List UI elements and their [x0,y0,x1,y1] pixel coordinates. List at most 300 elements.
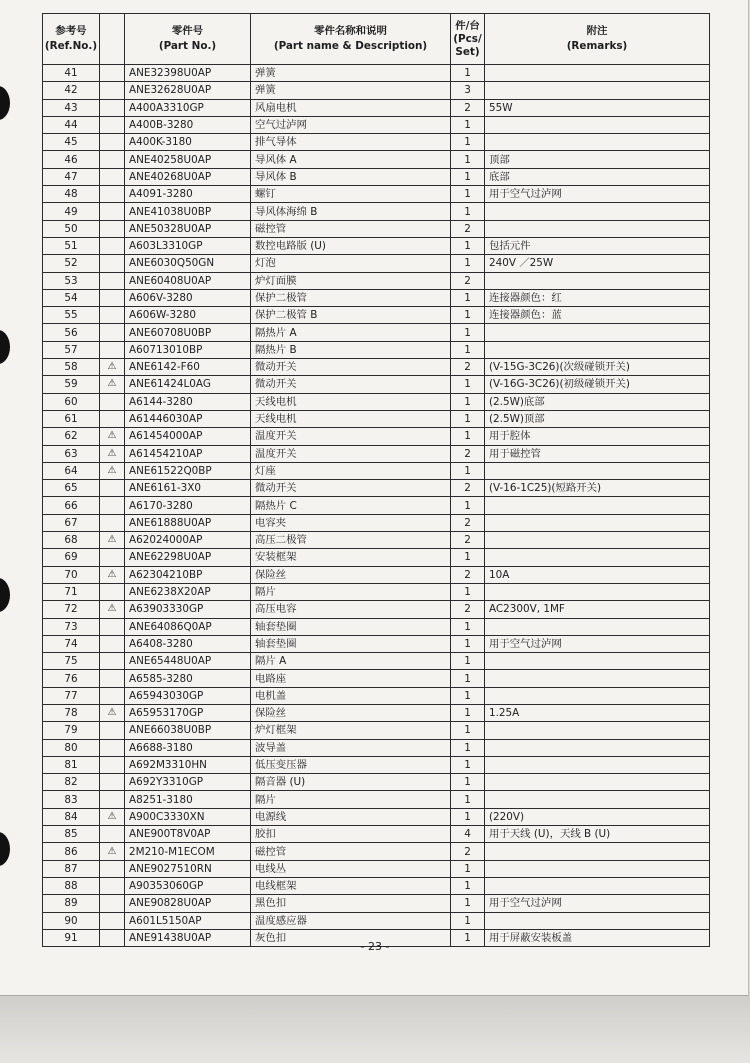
table-row [43,168,710,185]
part-number-cell: A6170-3280 [125,497,251,514]
quantity-cell: 1 [451,497,485,514]
remarks-cell [485,324,710,341]
remarks-cell: 用于空气过泸网 [485,635,710,652]
ref-cell: 88 [43,877,100,894]
header-part-cn: 零件号 [171,25,204,37]
remarks-cell: (V-16G-3C26)(初级碰锁开关) [485,376,710,393]
header-ref-en: (Ref.No.) [44,40,98,52]
warning-icon [100,583,125,600]
quantity-cell: 1 [451,895,485,912]
ref-cell: 62 [43,428,100,445]
part-number-cell: A6688-3180 [125,739,251,756]
page-number: - 23 - [360,940,390,953]
remarks-cell [485,82,710,99]
table-row [43,635,710,652]
table-row [43,497,710,514]
table-row [43,307,710,324]
part-number-cell: A62304210BP [125,566,251,583]
remarks-cell: 连接器颜色：红 [485,289,710,306]
ref-cell: 63 [43,445,100,462]
warning-icon [100,307,125,324]
warning-icon [100,826,125,843]
part-number-cell: A6585-3280 [125,670,251,687]
part-number-cell: 2M210-M1ECOM [125,843,251,860]
ref-cell: 61 [43,410,100,427]
ref-cell: 55 [43,307,100,324]
quantity-cell: 1 [451,134,485,151]
remarks-cell [485,65,710,82]
part-number-cell: ANE40268U0AP [125,168,251,185]
ref-cell: 71 [43,583,100,600]
remarks-cell: 用于磁控管 [485,445,710,462]
table-row [43,791,710,808]
remarks-cell: 1.25A [485,704,710,721]
table-row [43,756,710,773]
part-name-cell: 微动开关 [251,359,451,376]
ref-cell: 65 [43,480,100,497]
warning-icon: ⚠ [100,532,125,549]
part-number-cell: ANE9027510RN [125,860,251,877]
part-name-cell: 隔热片 A [251,324,451,341]
part-number-cell: A692Y3310GP [125,774,251,791]
warning-icon [100,860,125,877]
part-number-cell: ANE64086Q0AP [125,618,251,635]
part-name-cell: 胶扣 [251,826,451,843]
remarks-cell: 55W [485,99,710,116]
remarks-cell [485,722,710,739]
table-row [43,618,710,635]
part-name-cell: 轴套垫圈 [251,618,451,635]
part-name-cell: 波导盖 [251,739,451,756]
table-row [43,272,710,289]
part-name-cell: 保险丝 [251,704,451,721]
warning-icon [100,255,125,272]
remarks-cell: 底部 [485,168,710,185]
part-name-cell: 天线电机 [251,393,451,410]
remarks-cell: 10A [485,566,710,583]
part-name-cell: 高压二极管 [251,532,451,549]
quantity-cell: 1 [451,289,485,306]
part-number-cell: A400A3310GP [125,99,251,116]
table-row [43,410,710,427]
remarks-cell [485,877,710,894]
part-name-cell: 螺钉 [251,186,451,203]
warning-icon: ⚠ [100,601,125,618]
table-row [43,65,710,82]
part-name-cell: 温度开关 [251,445,451,462]
part-name-cell: 隔片 A [251,653,451,670]
table-row [43,774,710,791]
quantity-cell: 1 [451,393,485,410]
header-qty-en1: (Pcs/ [453,32,482,45]
quantity-cell: 2 [451,445,485,462]
part-number-cell: A6144-3280 [125,393,251,410]
header-ref [43,14,100,65]
quantity-cell: 2 [451,99,485,116]
remarks-cell [485,341,710,358]
warning-icon [100,549,125,566]
remarks-cell [485,497,710,514]
part-number-cell: ANE61424L0AG [125,376,251,393]
part-name-cell: 温度开关 [251,428,451,445]
table-row [43,445,710,462]
quantity-cell: 2 [451,514,485,531]
table-row [43,653,710,670]
warning-icon [100,324,125,341]
warning-icon [100,272,125,289]
quantity-cell: 1 [451,739,485,756]
quantity-cell: 2 [451,532,485,549]
part-name-cell: 导风体 B [251,168,451,185]
table-row [43,877,710,894]
header-qty-cn: 件/台 [455,19,480,32]
quantity-cell: 1 [451,151,485,168]
remarks-cell [485,618,710,635]
ref-cell: 77 [43,687,100,704]
part-number-cell: ANE90828U0AP [125,895,251,912]
part-name-cell: 保险丝 [251,566,451,583]
part-number-cell: ANE61522Q0BP [125,462,251,479]
part-name-cell: 电容夹 [251,514,451,531]
quantity-cell: 3 [451,82,485,99]
table-row [43,895,710,912]
part-name-cell: 天线电机 [251,410,451,427]
part-name-cell: 风扇电机 [251,99,451,116]
table-row [43,134,710,151]
table-row [43,393,710,410]
part-name-cell: 微动开关 [251,376,451,393]
ref-cell: 50 [43,220,100,237]
part-number-cell: A60713010BP [125,341,251,358]
ref-cell: 42 [43,82,100,99]
warning-icon: ⚠ [100,704,125,721]
part-name-cell: 电路座 [251,670,451,687]
table-row [43,912,710,929]
remarks-cell: 240V ／25W [485,255,710,272]
warning-icon [100,722,125,739]
warning-icon [100,237,125,254]
ref-cell: 53 [43,272,100,289]
table-header-row [43,14,710,65]
table-body [43,65,710,947]
table-row [43,203,710,220]
ref-cell: 68 [43,532,100,549]
table-row [43,82,710,99]
table-row [43,687,710,704]
header-remarks [485,14,710,65]
warning-icon [100,393,125,410]
remarks-cell [485,670,710,687]
part-number-cell: ANE50328U0AP [125,220,251,237]
part-number-cell: ANE900T8V0AP [125,826,251,843]
warning-icon [100,514,125,531]
warning-icon [100,99,125,116]
warning-icon [100,203,125,220]
remarks-cell: 用于空气过泸网 [485,186,710,203]
quantity-cell: 1 [451,704,485,721]
quantity-cell: 1 [451,877,485,894]
remarks-cell [485,220,710,237]
ref-cell: 69 [43,549,100,566]
quantity-cell: 1 [451,324,485,341]
quantity-cell: 1 [451,203,485,220]
remarks-cell: 用于天线 (U)，天线 B (U) [485,826,710,843]
quantity-cell: 1 [451,912,485,929]
ref-cell: 59 [43,376,100,393]
part-name-cell: 空气过泸网 [251,116,451,133]
warning-icon: ⚠ [100,376,125,393]
quantity-cell: 1 [451,774,485,791]
warning-icon [100,151,125,168]
ref-cell: 64 [43,462,100,479]
warning-icon [100,739,125,756]
quantity-cell: 1 [451,428,485,445]
warning-icon [100,186,125,203]
parts-table [42,13,710,947]
part-name-cell: 黑色扣 [251,895,451,912]
warning-icon [100,687,125,704]
table-row [43,670,710,687]
warning-icon [100,756,125,773]
ref-cell: 82 [43,774,100,791]
ref-cell: 79 [43,722,100,739]
ref-cell: 91 [43,929,100,946]
table-row [43,843,710,860]
part-number-cell: A603L3310GP [125,237,251,254]
part-number-cell: A62024000AP [125,532,251,549]
warning-icon: ⚠ [100,843,125,860]
part-name-cell: 轴套垫圈 [251,635,451,652]
quantity-cell: 1 [451,670,485,687]
part-number-cell: A65953170GP [125,704,251,721]
remarks-cell: (V-16-1C25)(短路开关) [485,480,710,497]
part-number-cell: A400B-3280 [125,116,251,133]
part-number-cell: ANE6238X20AP [125,583,251,600]
remarks-cell: (2.5W)顶部 [485,410,710,427]
ref-cell: 66 [43,497,100,514]
warning-icon: ⚠ [100,462,125,479]
remarks-cell [485,774,710,791]
ref-cell: 83 [43,791,100,808]
table-row [43,428,710,445]
table-row [43,376,710,393]
remarks-cell: 用于空气过泸网 [485,895,710,912]
part-name-cell: 灯泡 [251,255,451,272]
part-name-cell: 隔片 [251,791,451,808]
remarks-cell [485,549,710,566]
quantity-cell: 1 [451,237,485,254]
remarks-cell [485,739,710,756]
quantity-cell: 1 [451,65,485,82]
table-row [43,255,710,272]
remarks-cell [485,791,710,808]
ref-cell: 58 [43,359,100,376]
header-name-en: (Part name & Description) [273,40,428,52]
part-name-cell: 电机盖 [251,687,451,704]
part-name-cell: 微动开关 [251,480,451,497]
table-row [43,808,710,825]
header-name [251,14,451,65]
quantity-cell: 1 [451,341,485,358]
warning-icon [100,670,125,687]
remarks-cell: 包括元件 [485,237,710,254]
part-name-cell: 隔音器 (U) [251,774,451,791]
quantity-cell: 1 [451,186,485,203]
ref-cell: 70 [43,566,100,583]
remarks-cell [485,843,710,860]
quantity-cell: 1 [451,462,485,479]
header-remarks-en: (Remarks) [566,40,628,52]
part-number-cell: ANE6142-F60 [125,359,251,376]
part-number-cell: ANE60408U0AP [125,272,251,289]
warning-icon: ⚠ [100,445,125,462]
quantity-cell: 1 [451,583,485,600]
scan-background [0,996,750,1063]
part-name-cell: 电源线 [251,808,451,825]
remarks-cell [485,116,710,133]
remarks-cell: 用于屏蔽安装板盖 [485,929,710,946]
part-number-cell: A606V-3280 [125,289,251,306]
ref-cell: 73 [43,618,100,635]
punch-hole [0,86,10,120]
ref-cell: 52 [43,255,100,272]
header-part-en: (Part No.) [158,40,217,52]
part-number-cell: A606W-3280 [125,307,251,324]
warning-icon: ⚠ [100,359,125,376]
warning-icon: ⚠ [100,566,125,583]
header-qty [451,14,485,65]
ref-cell: 51 [43,237,100,254]
remarks-cell [485,860,710,877]
punch-hole [0,578,10,612]
ref-cell: 54 [43,289,100,306]
table-row [43,462,710,479]
part-name-cell: 磁控管 [251,220,451,237]
warning-icon [100,168,125,185]
quantity-cell: 2 [451,480,485,497]
quantity-cell: 1 [451,653,485,670]
part-name-cell: 低压变压器 [251,756,451,773]
ref-cell: 90 [43,912,100,929]
header-ref-cn: 参考号 [55,25,87,37]
part-name-cell: 炉灯面膜 [251,272,451,289]
table-row [43,359,710,376]
quantity-cell: 2 [451,359,485,376]
table-row [43,289,710,306]
remarks-cell [485,272,710,289]
table-row [43,514,710,531]
punch-hole [0,330,10,364]
quantity-cell: 1 [451,307,485,324]
table-row [43,826,710,843]
part-name-cell: 导风体海绵 B [251,203,451,220]
warning-icon [100,877,125,894]
remarks-cell: (V-15G-3C26)(次级碰锁开关) [485,359,710,376]
ref-cell: 76 [43,670,100,687]
quantity-cell: 1 [451,808,485,825]
part-name-cell: 排气导体 [251,134,451,151]
part-name-cell: 隔热片 B [251,341,451,358]
warning-icon [100,82,125,99]
part-number-cell: ANE66038U0BP [125,722,251,739]
table-row [43,99,710,116]
warning-icon: ⚠ [100,808,125,825]
quantity-cell: 1 [451,687,485,704]
part-name-cell: 隔片 [251,583,451,600]
warning-icon: ⚠ [100,428,125,445]
table-row [43,739,710,756]
warning-icon [100,895,125,912]
header-name-cn: 零件名称和说明 [314,25,387,37]
header-warning [100,14,125,65]
part-name-cell: 磁控管 [251,843,451,860]
remarks-cell [485,912,710,929]
part-number-cell: ANE32398U0AP [125,65,251,82]
ref-cell: 49 [43,203,100,220]
table-row [43,324,710,341]
ref-cell: 85 [43,826,100,843]
warning-icon [100,912,125,929]
ref-cell: 87 [43,860,100,877]
ref-cell: 75 [43,653,100,670]
part-name-cell: 高压电容 [251,601,451,618]
ref-cell: 44 [43,116,100,133]
warning-icon [100,134,125,151]
quantity-cell: 1 [451,791,485,808]
ref-cell: 72 [43,601,100,618]
table-row [43,237,710,254]
part-number-cell: A90353060GP [125,877,251,894]
header-qty-en2: Set) [455,45,480,58]
quantity-cell: 1 [451,860,485,877]
part-number-cell: A6408-3280 [125,635,251,652]
table-row [43,549,710,566]
part-number-cell: A400K-3180 [125,134,251,151]
quantity-cell: 1 [451,756,485,773]
remarks-cell [485,462,710,479]
ref-cell: 67 [43,514,100,531]
part-name-cell: 电线框架 [251,877,451,894]
remarks-cell: 顶部 [485,151,710,168]
quantity-cell: 1 [451,255,485,272]
table-row [43,341,710,358]
quantity-cell: 2 [451,272,485,289]
part-number-cell: A63903330GP [125,601,251,618]
ref-cell: 43 [43,99,100,116]
part-number-cell: ANE62298U0AP [125,549,251,566]
part-number-cell: ANE32628U0AP [125,82,251,99]
ref-cell: 41 [43,65,100,82]
part-name-cell: 弹簧 [251,65,451,82]
ref-cell: 80 [43,739,100,756]
remarks-cell [485,203,710,220]
quantity-cell: 1 [451,410,485,427]
ref-cell: 56 [43,324,100,341]
warning-icon [100,774,125,791]
part-number-cell: ANE61888U0AP [125,514,251,531]
table-row [43,566,710,583]
punch-hole [0,832,10,866]
quantity-cell: 1 [451,635,485,652]
warning-icon [100,116,125,133]
table-row [43,151,710,168]
part-name-cell: 保护二极管 B [251,307,451,324]
part-number-cell: A8251-3180 [125,791,251,808]
table-row [43,583,710,600]
table-row [43,860,710,877]
remarks-cell [485,583,710,600]
part-number-cell: ANE60708U0BP [125,324,251,341]
